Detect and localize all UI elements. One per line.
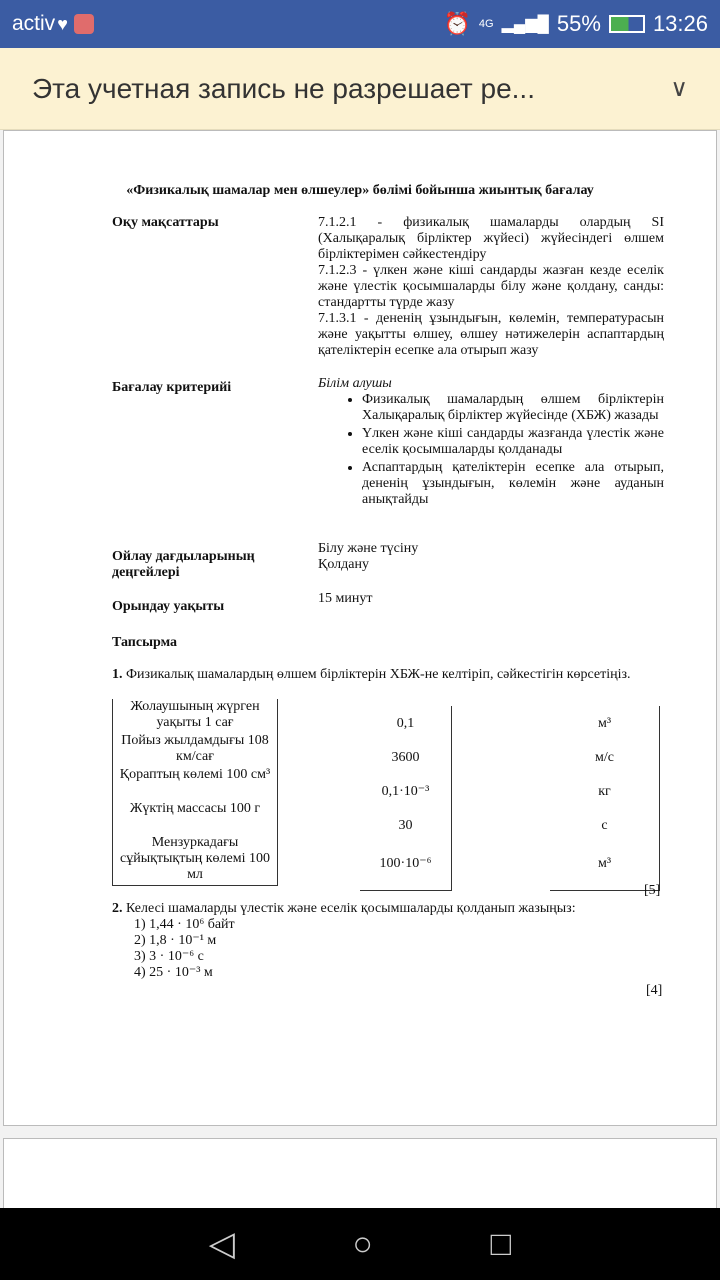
question-1 bbox=[112, 667, 631, 683]
quantity-cell: Жүктің массасы 100 г bbox=[129, 801, 261, 816]
task-label: Тапсырма bbox=[112, 635, 178, 650]
value-cell: 0,1 bbox=[396, 716, 415, 731]
levels-label: Ойлау дағдыларының деңгейлері bbox=[112, 549, 255, 580]
quantity-cell: Мензуркадағы сұйықтықтың көлемі 100 мл bbox=[119, 835, 270, 882]
criteria-intro: Білім алушы bbox=[318, 376, 392, 391]
quantity-cell: Қораптың көлемі 100 см³ bbox=[119, 767, 271, 782]
level: Білу және түсіну bbox=[318, 541, 419, 556]
unit-cell: кг bbox=[598, 784, 611, 799]
goal: 7.1.2.1 - физикалық шамаларды олардың SI (Халықаралық бірліктер жүйесі) жүйесіндегі өлшем бірліктерімен сәйкестендіру bbox=[318, 215, 664, 262]
value-cell: 0,1·10⁻³ bbox=[381, 784, 430, 799]
battery-percent: 55% bbox=[556, 11, 601, 36]
navigation-bar bbox=[0, 1208, 720, 1280]
alarm-icon: ⏰ bbox=[443, 11, 471, 36]
signal-icon: ▂▄▆█ bbox=[501, 16, 549, 33]
home-icon[interactable]: ○ bbox=[352, 1224, 374, 1263]
criterion: • Аспаптардың қателіктерін есепке ала отырып, дененің ұзындығын, көлемін және ауданын анықтайды bbox=[362, 460, 664, 508]
goals-label: Оқу мақсаттары bbox=[112, 215, 219, 230]
q2-item: 1) 1,44 · 10⁶ байт bbox=[134, 917, 235, 932]
recents-icon[interactable]: □ bbox=[490, 1224, 512, 1263]
quantity-cell: Жолаушының жүрген уақыты 1 сағ bbox=[130, 699, 260, 730]
next-document-page bbox=[3, 1138, 717, 1218]
doc-title: «Физикалық шамалар мен өлшеулер» бөлімі бойынша жиынтық бағалау bbox=[126, 183, 594, 198]
level: Қолдану bbox=[318, 557, 369, 572]
unit-cell: м/с bbox=[595, 750, 614, 765]
q1-number: 1. bbox=[112, 667, 123, 682]
heart-icon: ♥ bbox=[57, 13, 68, 34]
account-warning-banner[interactable] bbox=[0, 48, 720, 130]
criteria bbox=[318, 376, 664, 510]
chevron-down-icon[interactable]: ∨ bbox=[670, 75, 688, 102]
document-page bbox=[3, 130, 717, 1126]
network-label: 4G bbox=[478, 18, 494, 30]
carrier-label: activ bbox=[12, 12, 56, 35]
criterion: • Үлкен және кіші сандарды жазғанда үлестік және еселік қосымшаларды қолданады bbox=[362, 426, 664, 458]
time-label: Орындау уақыты bbox=[112, 599, 225, 614]
criterion: • Физикалық шамалардың өлшем бірліктерін Халықаралық бірліктер жүйесінде (ХБЖ) жазады bbox=[362, 392, 664, 424]
goal: 7.1.2.3 - үлкен және кіші сандарды жазған кезде еселік және үлестік қосымшаларды білу және қолдану, санды: стандартты түрде жазу bbox=[318, 263, 664, 310]
notification-icon bbox=[74, 14, 94, 34]
unit-column bbox=[550, 706, 660, 891]
q2-item: 4) 25 · 10⁻³ м bbox=[134, 965, 213, 980]
quantity-cell: Пойыз жылдамдығы 108 км/сағ bbox=[121, 733, 269, 764]
criteria-label: Бағалау критерийі bbox=[112, 380, 232, 395]
levels bbox=[318, 541, 664, 573]
clock: 13:26 bbox=[652, 11, 708, 36]
unit-cell: с bbox=[601, 818, 608, 833]
q2-number: 2. bbox=[112, 901, 123, 916]
q1-score: [5] bbox=[644, 883, 661, 898]
value-cell: 30 bbox=[398, 818, 413, 833]
battery-icon bbox=[609, 15, 645, 33]
value-cell: 3600 bbox=[391, 750, 420, 765]
unit-cell: м³ bbox=[597, 856, 612, 871]
goals bbox=[318, 215, 664, 359]
goal: 7.1.3.1 - дененің ұзындығын, көлемін, температурасын және уақытты өлшеу, өлшеу нәтижелерін аспаптардың қателіктерін есепке ала отырып жазу bbox=[318, 311, 664, 358]
q1-text: Физикалық шамалардың өлшем бірліктерін ХБЖ-не келтіріп, сәйкестігін көрсетіңіз. bbox=[122, 667, 631, 682]
status-bar bbox=[0, 0, 720, 48]
q2-item: 2) 1,8 · 10⁻¹ м bbox=[134, 933, 217, 948]
q2-text: Келесі шамаларды үлестік және еселік қосымшаларды қолданып жазыңыз: bbox=[122, 901, 576, 916]
question-2 bbox=[112, 901, 576, 917]
value-cell: 100·10⁻⁶ bbox=[379, 856, 432, 871]
q2-score: [4] bbox=[646, 983, 663, 998]
banner-text: Эта учетная запись не разрешает ре... bbox=[32, 72, 535, 104]
quantity-column bbox=[112, 699, 278, 886]
q2-items bbox=[134, 917, 235, 981]
value-column bbox=[360, 706, 452, 891]
q2-item: 3) 3 · 10⁻⁶ с bbox=[134, 949, 204, 964]
unit-cell: м³ bbox=[597, 716, 612, 731]
time-value: 15 минут bbox=[318, 591, 373, 606]
back-icon[interactable]: ◁ bbox=[208, 1225, 235, 1263]
